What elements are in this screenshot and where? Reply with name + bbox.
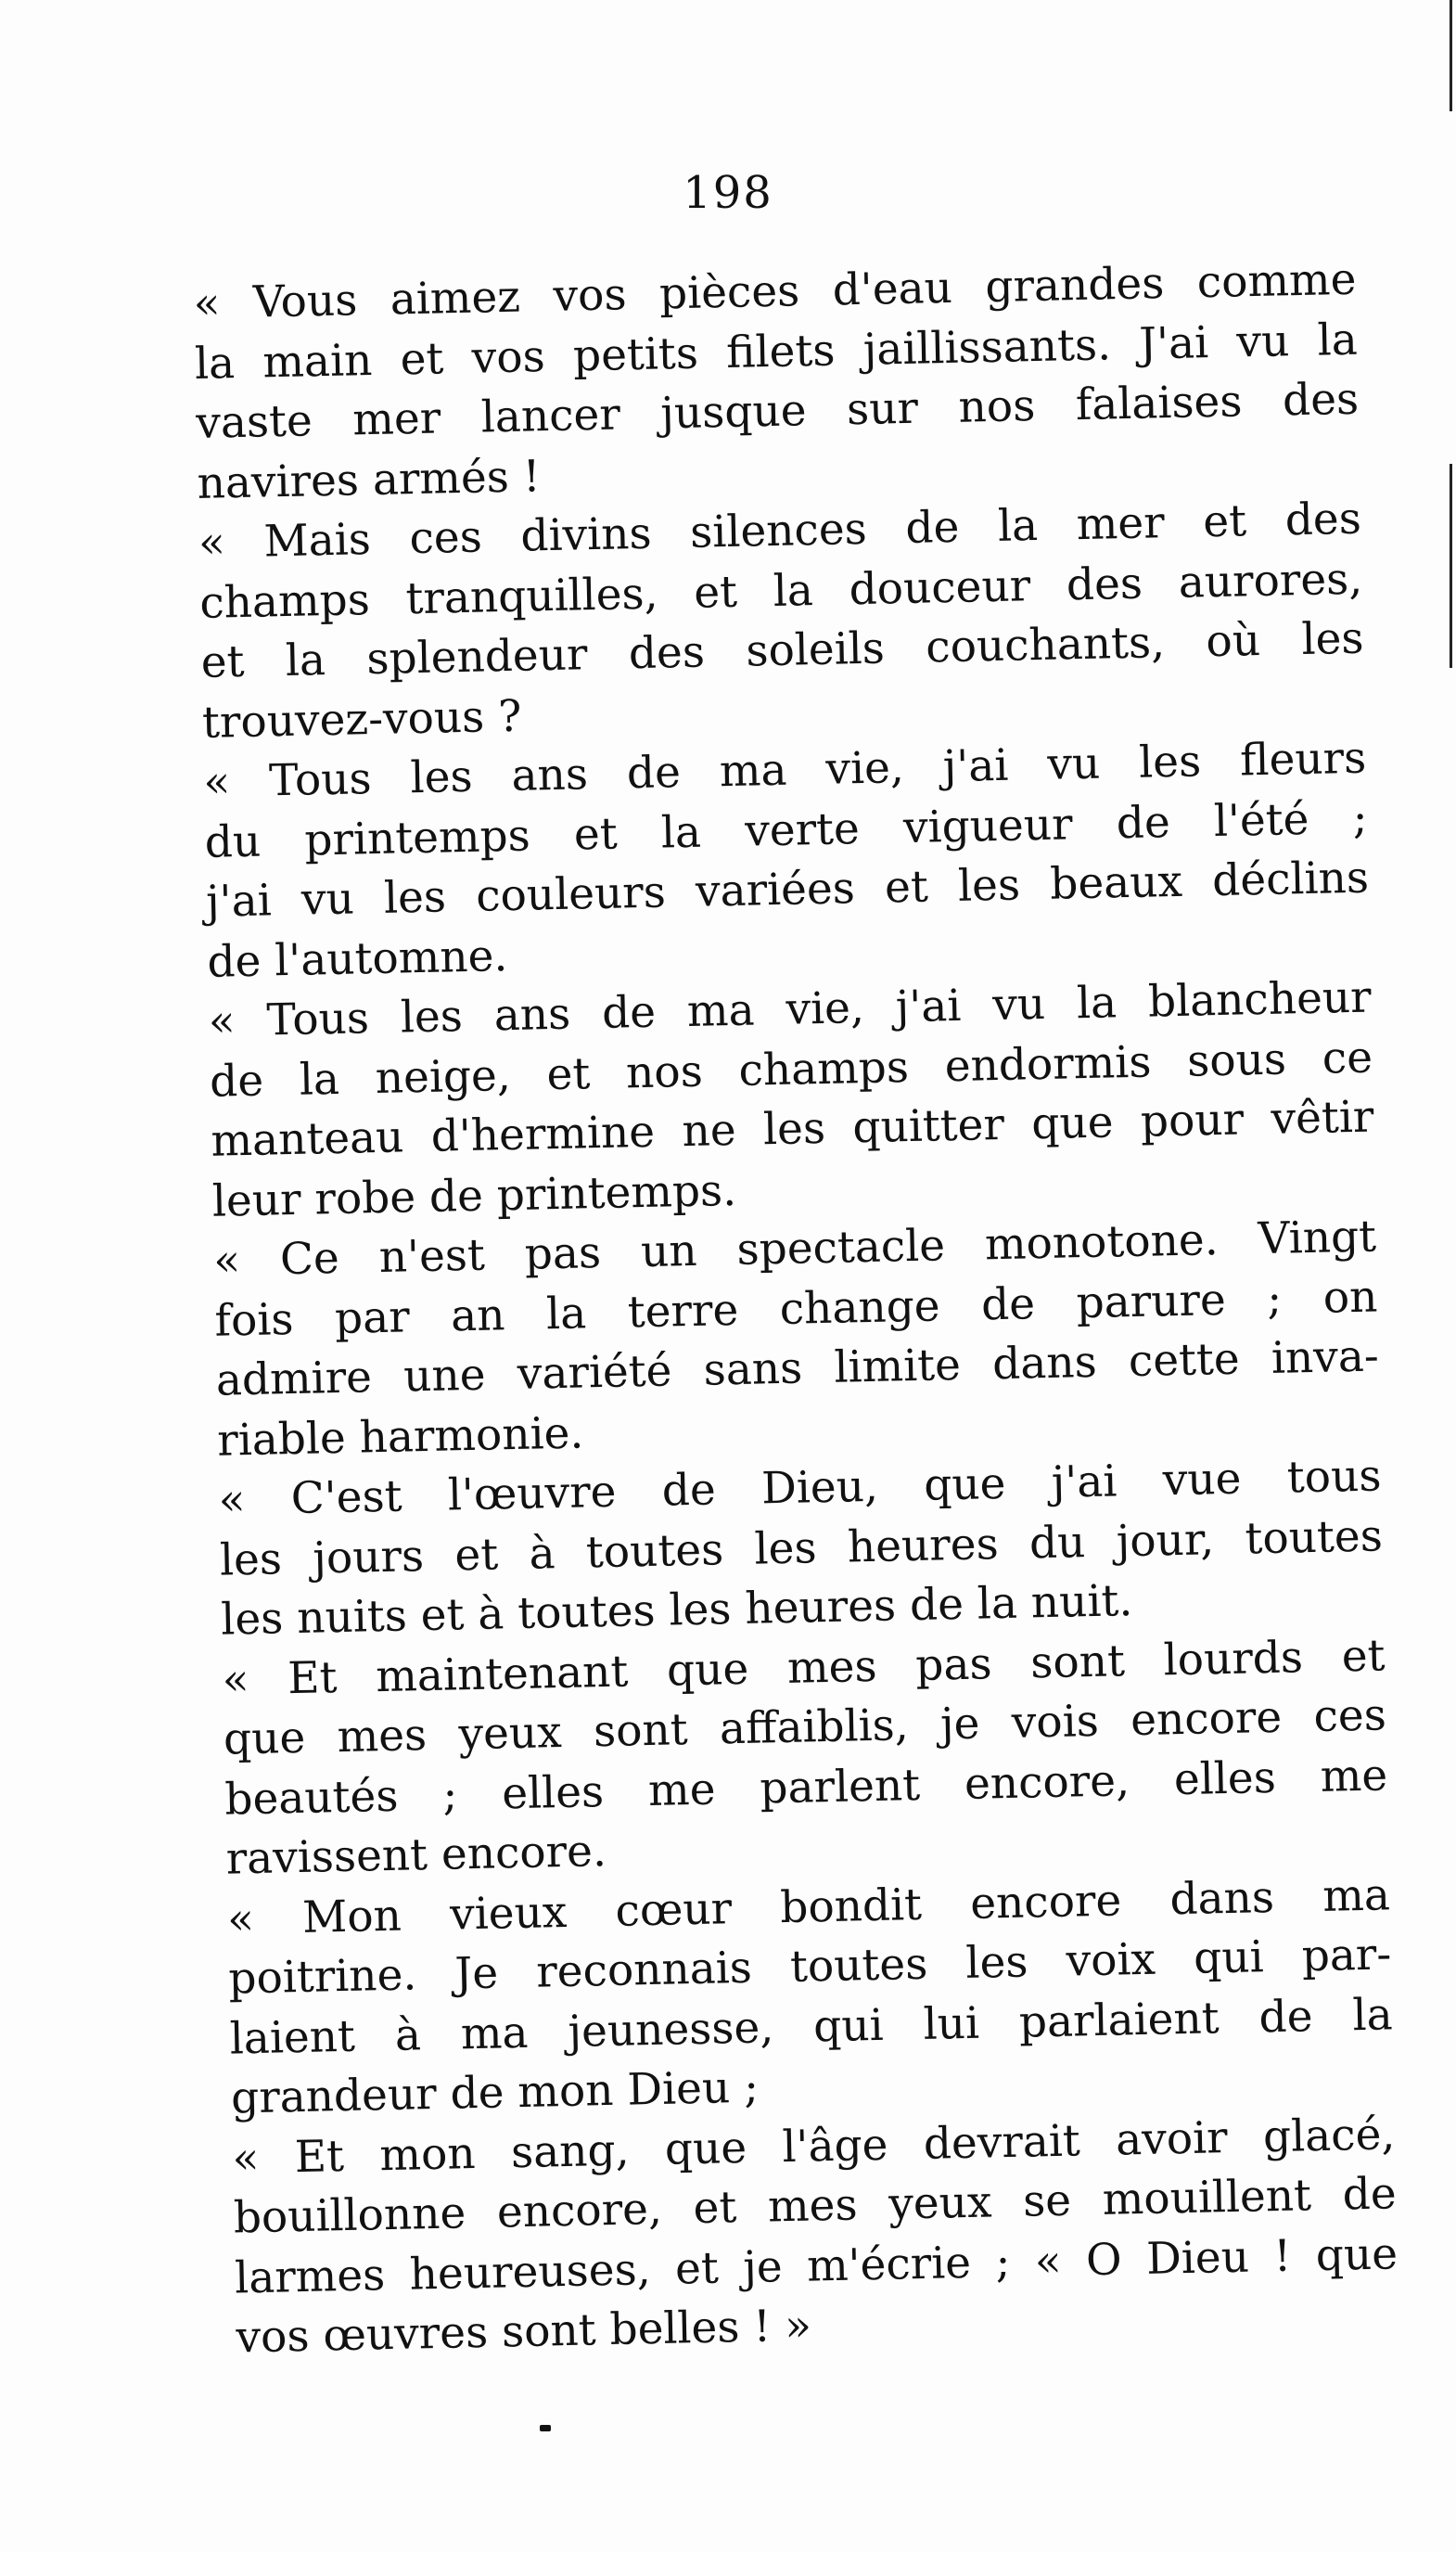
paragraph <box>133 1626 1389 1892</box>
text-line: fois par an la terre change de parure ; on <box>214 1270 1378 1347</box>
text-line: « Ce n'est pas un spectacle monotone. Vingt <box>212 1211 1377 1287</box>
text-line: la main et vos petits filets jaillissants. J'ai vu la <box>194 314 1359 390</box>
text-line: de la neige, et nos champs endormis sous ce <box>209 1032 1373 1108</box>
text-line: « Et maintenant que mes pas sont lourds et <box>222 1629 1386 1706</box>
text-line: admire une variété sans limite dans cette inva- <box>215 1330 1380 1406</box>
text-line: vaste mer lancer jusque sur nos falaises des <box>195 373 1360 449</box>
text-line: j'ai vu les couleurs variées et les beaux déclins <box>205 852 1370 928</box>
paragraph <box>129 1446 1385 1652</box>
text-line: « Mon vieux cœur bondit encore dans ma <box>226 1868 1391 1945</box>
text-line: riable harmonie. <box>216 1406 584 1467</box>
text-line: de l'automne. <box>206 930 508 988</box>
paragraph <box>119 968 1375 1234</box>
text-line: grandeur de mon Dieu ; <box>230 2061 760 2124</box>
text-line: bouillonne encore, et mes yeux se mouillent de <box>233 2168 1398 2244</box>
paragraph <box>137 1866 1394 2131</box>
text-line: larmes heureuses, et je m'écrie ; « O Dieu ! que <box>234 2227 1399 2304</box>
text-line: poitrine. Je reconnais toutes les voix qui par- <box>227 1929 1392 2005</box>
text-line: que mes yeux sont affaiblis, je vois encore ces <box>223 1689 1387 1765</box>
text-line: laient à ma jeunesse, qui lui parlaient de la <box>229 1988 1394 2065</box>
text-line: « Tous les ans de ma vie, j'ai vu les fleurs <box>202 732 1367 808</box>
text-line: « Tous les ans de ma vie, j'ai vu la blancheur <box>208 971 1373 1047</box>
page-edge-shadow <box>1450 464 1452 668</box>
text-line: champs tranquilles, et la douceur des aurores, <box>198 553 1363 629</box>
text-line: ravissent encore. <box>225 1826 607 1885</box>
paragraph <box>109 490 1365 755</box>
text-line: du printemps et la verte vigueur de l'été ; <box>204 792 1369 868</box>
text-line: leur robe de printemps. <box>211 1164 737 1227</box>
text-line: « Et mon sang, que l'âge devrait avoir glacé, <box>231 2108 1396 2185</box>
text-line: « Mais ces divins silences de la mer et des <box>198 493 1362 569</box>
paragraph <box>114 729 1371 994</box>
paragraph <box>143 2105 1399 2370</box>
text-line: beautés ; elles me parlent encore, elles me <box>224 1749 1388 1826</box>
text-line: « Vous aimez vos pièces d'eau grandes comme <box>193 253 1357 329</box>
paragraph <box>104 250 1360 516</box>
text-line: vos œuvres sont belles ! » <box>235 2300 812 2364</box>
paragraph <box>124 1208 1381 1473</box>
text-line: les nuits et à toutes les heures de la nuit. <box>220 1575 1133 1646</box>
text-line: navires armés ! <box>197 450 542 509</box>
print-mark <box>540 2425 551 2431</box>
text-line: « C'est l'œuvre de Dieu, que j'ai vue tous <box>218 1450 1382 1526</box>
text-line: manteau d'hermine ne les quitter que pour vêtir <box>210 1091 1374 1167</box>
text-line: trouvez-vous ? <box>201 690 522 749</box>
page-edge-shadow <box>1450 0 1452 111</box>
body-text <box>104 250 1399 2370</box>
page-number: 198 <box>683 167 773 219</box>
text-line: les jours et à toutes les heures du jour, toutes <box>219 1509 1384 1586</box>
text-line: et la splendeur des soleils couchants, où les <box>200 612 1365 688</box>
